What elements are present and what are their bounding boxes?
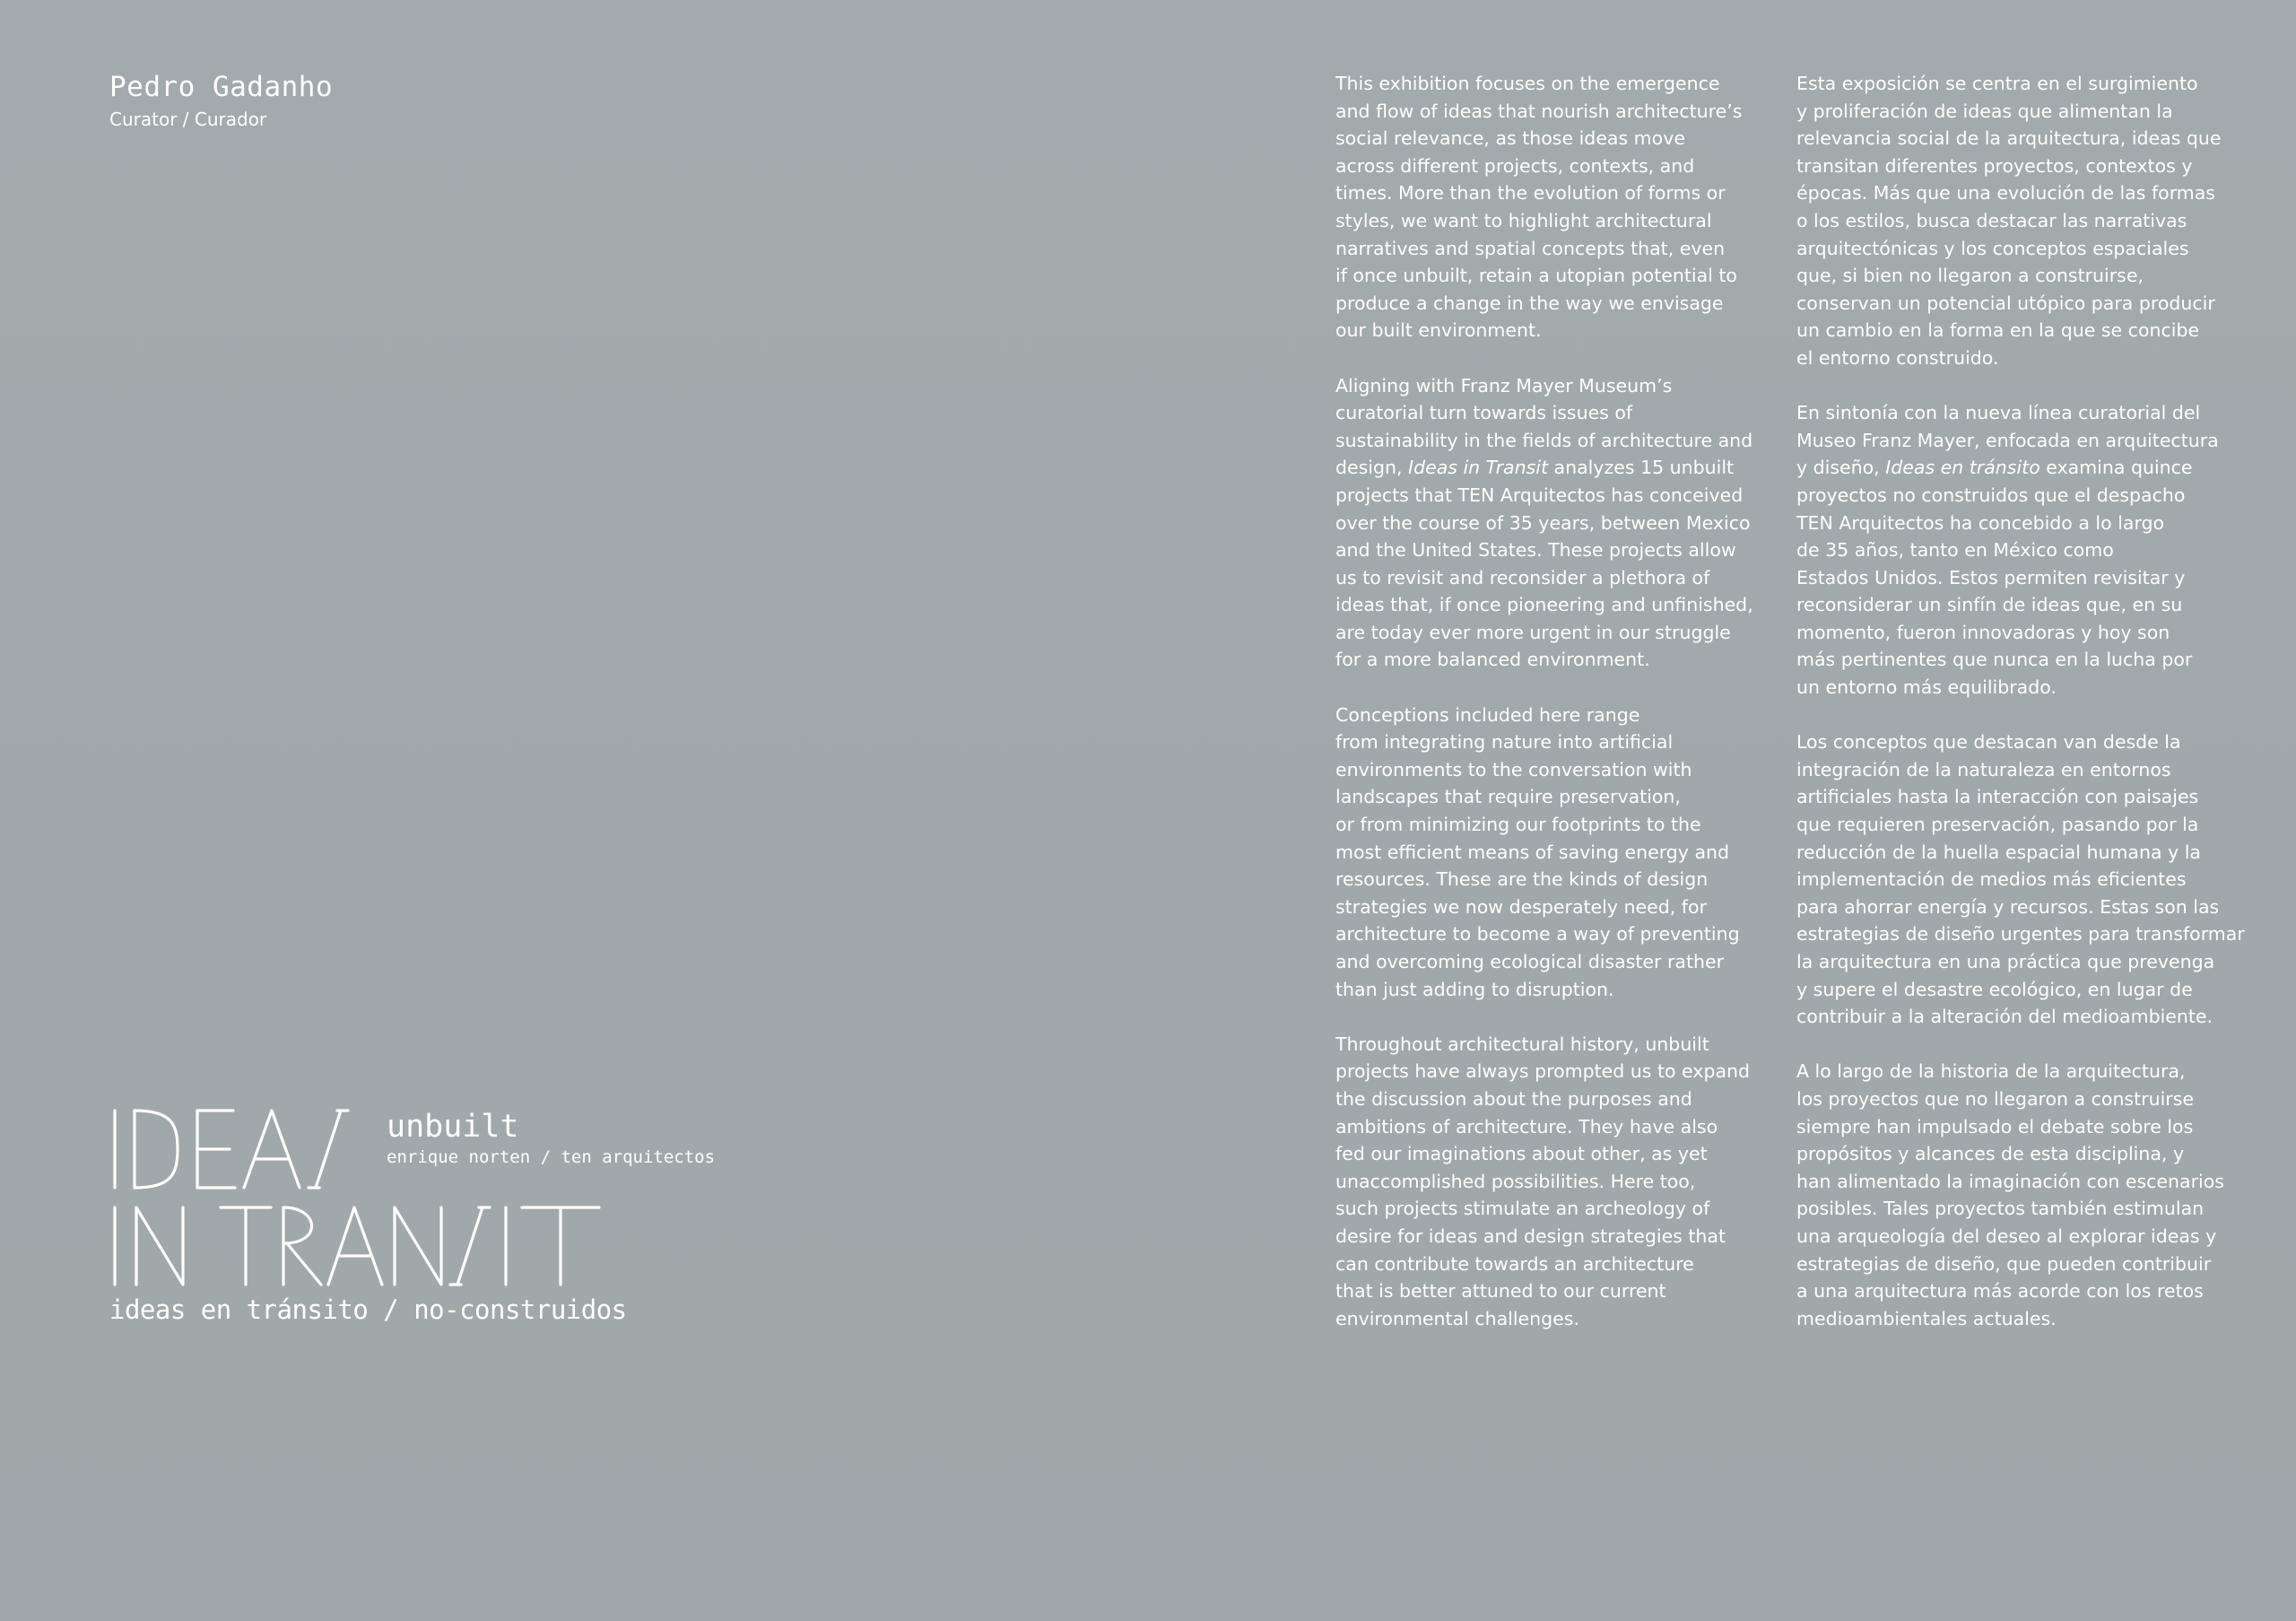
text-line: y proliferación de ideas que alimentan la: [1796, 100, 2173, 122]
exhibition-title-logo: [108, 1102, 610, 1299]
english-text-column: [1335, 70, 1757, 1360]
text-line: our built environment.: [1335, 319, 1542, 342]
text-line: environments to the conversation with: [1335, 758, 1692, 780]
curator-role: Curator / Curador: [109, 109, 267, 130]
text-line: Museo Franz Mayer, enfocada en arquitectura: [1796, 429, 2219, 451]
text-line: strategies we now desperately need, for: [1335, 895, 1707, 918]
text-line: Aligning with Franz Mayer Museum’s: [1335, 374, 1673, 397]
text-line: que requieren preservación, pasando por la: [1796, 814, 2199, 836]
text-line: desire for ideas and design strategies that: [1335, 1224, 1726, 1247]
curator-name: Pedro Gadanho: [109, 71, 334, 103]
text-line: Esta exposición se centra en el surgimiento: [1796, 73, 2198, 94]
text-line: most efficient means of saving energy and: [1335, 841, 1730, 863]
text-line: transitan diferentes proyectos, contextos y: [1796, 154, 2193, 177]
text-line: fed our imaginations about other, as yet: [1335, 1143, 1708, 1165]
text-line: Conceptions included here range: [1335, 703, 1640, 726]
text-line: or from minimizing our footprints to the: [1335, 814, 1701, 836]
text-line: landscapes that require preservation,: [1335, 786, 1681, 808]
text-line: momento, fueron innovadoras y hoy son: [1796, 621, 2170, 643]
text-line: reconsiderar un sinfín de ideas que, en su: [1796, 594, 2183, 616]
text-line: posibles. Tales proyectos también estimulan: [1796, 1198, 2205, 1220]
curator-block: [109, 70, 333, 133]
text-line: Los conceptos que destacan van desde la: [1796, 731, 2181, 754]
text-line: implementación de medios más eficientes: [1796, 868, 2187, 891]
text-line: ideas that, if once pioneering and unfinished,: [1335, 594, 1753, 616]
text-line: propósitos y alcances de esta disciplina, y: [1796, 1143, 2185, 1165]
text-line: such projects stimulate an archeology of: [1335, 1198, 1710, 1220]
text-line: This exhibition focuses on the emergence: [1335, 73, 1720, 94]
text-line: sustainability in the fields of architecture and: [1335, 429, 1753, 451]
english-paragraph: [1335, 70, 1757, 344]
text-line: us to revisit and reconsider a plethora of: [1335, 566, 1710, 588]
text-line: medioambientales actuales.: [1796, 1307, 2057, 1329]
text-line: el entorno construido.: [1796, 346, 1999, 369]
text-line: y diseño, Ideas en tránsito examina quince: [1796, 457, 2193, 479]
english-paragraph: [1335, 372, 1757, 675]
text-line: ambitions of architecture. They have also: [1335, 1115, 1718, 1137]
text-line: la arquitectura en una práctica que prevenga: [1796, 951, 2215, 972]
text-line: and overcoming ecological disaster rather: [1335, 951, 1725, 972]
text-line: han alimentado la imaginación con escenarios: [1796, 1170, 2224, 1192]
spanish-paragraph: [1796, 1058, 2236, 1332]
english-paragraph: [1335, 1031, 1757, 1333]
text-line: over the course of 35 years, between Mexico: [1335, 511, 1751, 534]
text-line: narratives and spatial concepts that, even: [1335, 237, 1726, 259]
text-line: estrategias de diseño urgentes para transformar: [1796, 923, 2245, 946]
text-line: from integrating nature into artificial: [1335, 731, 1674, 754]
text-line: integración de la naturaleza en entornos: [1796, 758, 2171, 780]
text-line: En sintonía con la nueva línea curatorial del: [1796, 402, 2201, 424]
text-line: for a more balanced environment.: [1335, 649, 1650, 671]
text-line: across different projects, contexts, and: [1335, 154, 1695, 177]
text-line: resources. These are the kinds of design: [1335, 868, 1709, 891]
text-line: de 35 años, tanto en México como: [1796, 539, 2114, 562]
text-line: environmental challenges.: [1335, 1307, 1579, 1329]
text-line: estrategias de diseño, que pueden contribuir: [1796, 1252, 2212, 1275]
text-line: architecture to become a way of preventing: [1335, 923, 1740, 946]
text-line: are today ever more urgent in our struggle: [1335, 621, 1731, 643]
unbuilt-label: unbuilt: [387, 1109, 519, 1145]
text-line: Estados Unidos. Estos permiten revisitar y: [1796, 566, 2186, 588]
text-line: conservan un potencial utópico para producir: [1796, 292, 2215, 314]
text-line: proyectos no construidos que el despacho: [1796, 484, 2186, 506]
text-line: if once unbuilt, retain a utopian potential to: [1335, 265, 1737, 287]
authors-label: enrique norten / ten arquitectos: [387, 1147, 716, 1167]
english-paragraph: [1335, 702, 1757, 1004]
text-line: TEN Arquitectos ha concebido a lo largo: [1796, 511, 2165, 534]
text-line: than just adding to disruption.: [1335, 978, 1614, 1000]
text-line: can contribute towards an architecture: [1335, 1252, 1694, 1275]
spanish-paragraph: [1796, 728, 2245, 1031]
text-line: para ahorrar energía y recursos. Estas son las: [1796, 895, 2220, 918]
text-line: siempre han impulsado el debate sobre los: [1796, 1115, 2194, 1137]
text-line: un entorno más equilibrado.: [1796, 676, 2057, 699]
text-line: projects that TEN Arquitectos has conceived: [1335, 484, 1744, 506]
text-line: que, si bien no llegaron a construirse,: [1796, 265, 2144, 287]
text-line: and flow of ideas that nourish architecture’s: [1335, 100, 1743, 122]
text-line: the discussion about the purposes and: [1335, 1087, 1692, 1110]
text-line: social relevance, as those ideas move: [1335, 127, 1685, 150]
text-line: una arqueología del deseo al explorar ideas y: [1796, 1224, 2217, 1247]
text-line: artificiales hasta la interacción con paisajes: [1796, 786, 2199, 808]
exhibition-title-block: [108, 1094, 718, 1337]
text-line: más pertinentes que nunca en la lucha por: [1796, 649, 2193, 671]
text-line: arquitectónicas y los conceptos espaciales: [1796, 237, 2189, 259]
text-line: A lo largo de la historia de la arquitectura,: [1796, 1060, 2186, 1083]
text-line: projects have always prompted us to expand: [1335, 1060, 1751, 1083]
text-line: styles, we want to highlight architectural: [1335, 209, 1712, 231]
text-line: reducción de la huella espacial humana y la: [1796, 841, 2201, 863]
text-line: that is better attuned to our current: [1335, 1280, 1666, 1303]
text-line: y supere el desastre ecológico, en lugar de: [1796, 978, 2193, 1000]
text-line: épocas. Más que una evolución de las formas: [1796, 182, 2215, 205]
spanish-text-column: [1796, 70, 2245, 1360]
text-line: a una arquitectura más acorde con los retos: [1796, 1280, 2204, 1303]
text-line: un cambio en la forma en la que se concibe: [1796, 319, 2200, 342]
text-line: Throughout architectural history, unbuilt: [1335, 1033, 1709, 1055]
text-line: relevancia social de la arquitectura, ideas que: [1796, 127, 2222, 150]
text-line: and the United States. These projects allow: [1335, 539, 1736, 562]
text-line: los proyectos que no llegaron a construirse: [1796, 1087, 2194, 1110]
text-line: design, Ideas in Transit analyzes 15 unbuilt: [1335, 457, 1735, 479]
spanish-subtitle: ideas en tránsito / no-construidos: [109, 1294, 627, 1325]
text-line: curatorial turn towards issues of: [1335, 402, 1633, 424]
text-line: produce a change in the way we envisage: [1335, 292, 1724, 314]
text-line: times. More than the evolution of forms or: [1335, 182, 1726, 205]
spanish-paragraph: [1796, 70, 2236, 372]
text-line: unaccomplished possibilities. Here too,: [1335, 1170, 1696, 1192]
text-line: contribuir a la alteración del medioambiente.: [1796, 1006, 2213, 1028]
spanish-paragraph: [1796, 399, 2236, 702]
text-line: o los estilos, busca destacar las narrativas: [1796, 209, 2187, 231]
